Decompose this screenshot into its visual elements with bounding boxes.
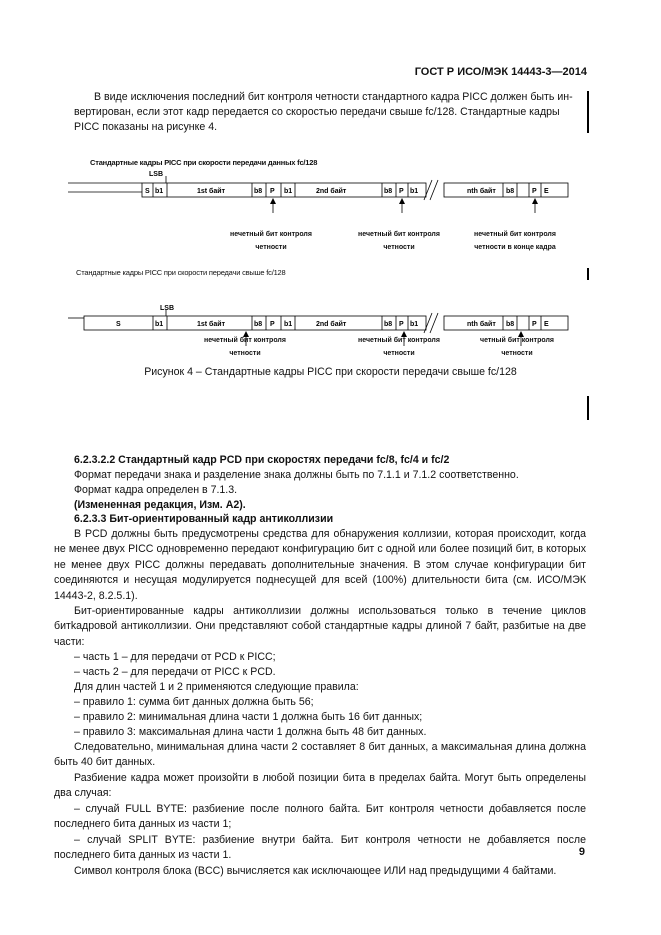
paragraph-split: Разбиение кадра может произойти в любой позиции бита в пределах байта. Могут быть определены два случая: (54, 772, 586, 800)
svg-text:b8: b8 (506, 188, 515, 195)
figure-top-title: Стандартные кадры PICC при скорости передачи данных fc/128 (90, 158, 318, 167)
list-item: – правило 1: сумма бит данных должна быть 56; (74, 696, 314, 708)
svg-text:P: P (270, 321, 275, 328)
section-heading-6-2-3-2-2: 6.2.3.2.2 Стандартный кадр PCD при скоростях передачи fc/8, fc/4 и fc/2 (74, 454, 450, 466)
svg-text:b8: b8 (254, 188, 263, 195)
svg-text:b1: b1 (410, 321, 419, 328)
svg-text:b1: b1 (410, 188, 419, 195)
svg-text:b8: b8 (254, 321, 263, 328)
parity-label-3: нечетный бит контроля четности в конце кадра (474, 231, 556, 251)
svg-text:P: P (399, 188, 404, 195)
svg-text:E: E (544, 188, 549, 195)
paragraph-collision: В PCD должны быть предусмотрены средства для обнаружения коллизии, которая происходит, когда не менее двух PICC одновременно передают конфигурацию бит с одной или более позиций бит, в которых не менее двух PICC должны передавать дополнительные значения. В этом случае конфигурации бит соединяются и несущая модулируется поднесущей для всей (100%) длительности бита (см. ИСО/МЭК 14443-2, 8.2.5.1). (54, 528, 586, 602)
list-item: – правило 2: минимальная длина части 1 должна быть 16 бит данных; (74, 711, 423, 723)
svg-text:b1: b1 (155, 188, 164, 195)
svg-text:P: P (532, 321, 537, 328)
list-item: – часть 2 – для передачи от PICC к PCD. (74, 666, 276, 678)
svg-text:E: E (544, 321, 549, 328)
svg-text:S: S (116, 321, 121, 328)
svg-text:b1: b1 (155, 321, 164, 328)
body-line: Формат кадра определен в 7.1.3. (74, 484, 238, 496)
figure-caption: Рисунок 4 – Стандартные кадры PICC при скорости передачи свыше fc/128 (144, 366, 517, 378)
svg-text:P: P (532, 188, 537, 195)
list-item: – часть 1 – для передачи от PCD к PICC; (74, 651, 276, 663)
svg-text:2nd байт: 2nd байт (316, 321, 347, 328)
lsb-label-bottom: LSB (160, 305, 174, 312)
parity-label-2: нечетный бит контроля четности (358, 231, 440, 251)
list-item: – правило 3: максимальная длина части 1 должна быть 48 бит данных. (74, 726, 427, 738)
amendment-note: (Измененная редакция, Изм. А2). (74, 499, 246, 511)
body-line: Формат передачи знака и разделение знака должны быть по 7.1.1 и 7.1.2 соответственно. (74, 469, 519, 481)
svg-text:b8: b8 (384, 188, 393, 195)
intro-line-3: PICC показаны на рисунке 4. (74, 121, 218, 133)
parity-label-b3: четный бит контроля четности (480, 337, 554, 357)
svg-text:P: P (270, 188, 275, 195)
list-item: Для длин частей 1 и 2 применяются следующие правила: (74, 681, 359, 693)
svg-text:b8: b8 (506, 321, 515, 328)
parity-label-b1: нечетный бит контроля четности (204, 337, 286, 357)
intro-line-1: В виде исключения последний бит контроля четности стандартного кадра PICC должен быть ин- (94, 91, 573, 103)
section-heading-6-2-3-3: 6.2.3.3 Бит-ориентированный кадр антиколлизии (74, 513, 334, 525)
svg-text:nth байт: nth байт (467, 188, 496, 195)
svg-text:b1: b1 (284, 188, 293, 195)
page-number: 9 (578, 846, 585, 858)
intro-line-2: вертирован, если этот кадр передается со скоростью передачи свыше fc/128. Стандартные кадры (74, 106, 560, 118)
svg-text:b8: b8 (384, 321, 393, 328)
svg-text:nth байт: nth байт (467, 321, 496, 328)
paragraph-bcc: Символ контроля блока (BCC) вычисляется как исключающее ИЛИ над предыдущими 4 байтами. (74, 865, 557, 877)
figure-bottom-title: Стандартные кадры PICC при скорости передачи свыше fc/128 (76, 268, 286, 277)
figure-frame-diagram (0, 0, 661, 360)
svg-text:2nd байт: 2nd байт (316, 188, 347, 195)
paragraph-anticollision: Бит-ориентированные кадры антиколлизии должны использоваться только в течение циклов битkадровой антиколлизии. Они представляют собой стандартные кадры длиной 7 байт, разбитые на две части: (54, 605, 586, 648)
parity-label-1: нечетный бит контроля четности (230, 231, 312, 251)
svg-text:S: S (145, 188, 150, 195)
paragraph-split-byte: – случай SPLIT BYTE: разбиение внутри байта. Бит контроля четности не добавляется после последнего бита данных из части 1. (54, 834, 586, 862)
svg-text:1st байт: 1st байт (197, 321, 226, 328)
svg-text:b1: b1 (284, 321, 293, 328)
bottom-cells (116, 320, 549, 328)
parity-label-b2: нечетный бит контроля четности (358, 337, 440, 357)
lsb-label-top: LSB (149, 171, 163, 178)
svg-text:1st байт: 1st байт (197, 188, 226, 195)
top-cells (145, 187, 549, 195)
change-bar (587, 396, 589, 420)
paragraph-full-byte: – случай FULL BYTE: разбиение после полного байта. Бит контроля четности добавляется после последнего бита данных из части 1; (54, 803, 586, 831)
document-standard-header: ГОСТ Р ИСО/МЭК 14443-3—2014 (414, 66, 587, 78)
paragraph-result: Следовательно, минимальная длина части 2 составляет 8 бит данных, а максимальная длина должна быть 40 бит данных. (54, 741, 586, 769)
svg-text:P: P (399, 321, 404, 328)
